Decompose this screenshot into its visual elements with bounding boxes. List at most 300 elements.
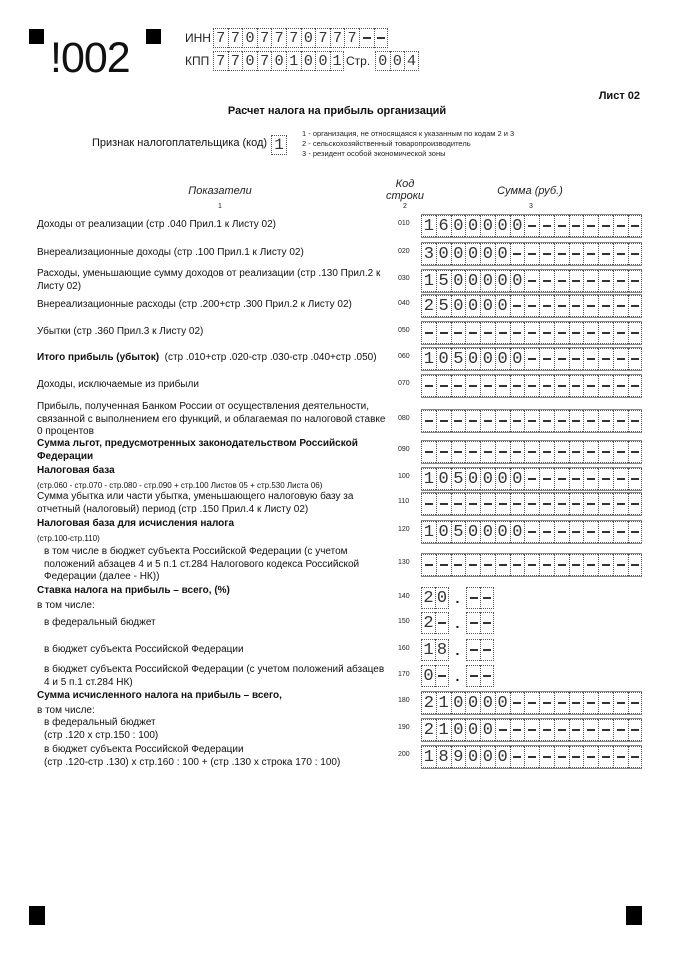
empty-dash xyxy=(484,385,492,386)
row-label-text: Убытки (стр .360 Прил.3 к Листу 02) xyxy=(37,326,204,337)
empty-dash xyxy=(513,503,521,504)
char-cell xyxy=(554,215,569,237)
empty-dash xyxy=(483,597,491,598)
empty-dash xyxy=(425,420,433,421)
char-cell xyxy=(628,521,643,543)
empty-dash xyxy=(469,385,477,386)
empty-dash xyxy=(602,756,610,757)
empty-dash xyxy=(513,729,521,730)
amount-field-030[interactable] xyxy=(421,269,642,293)
char-cell: 0 xyxy=(495,468,510,490)
char-cell xyxy=(613,348,628,370)
row-label-200 xyxy=(44,744,389,769)
char-cell xyxy=(436,410,451,432)
decimal-point: . xyxy=(455,615,460,631)
empty-dash xyxy=(484,564,492,565)
char-cell xyxy=(539,295,554,317)
column-number-2: 2 xyxy=(403,203,407,210)
empty-dash xyxy=(454,420,462,421)
char-cell xyxy=(510,243,525,265)
char-cell xyxy=(628,692,643,714)
char-cell: 2 xyxy=(421,612,435,634)
empty-dash xyxy=(499,729,507,730)
empty-dash xyxy=(602,225,610,226)
char-cell: 5 xyxy=(436,270,451,292)
char-cell: 5 xyxy=(436,295,451,317)
char-cell xyxy=(451,441,466,463)
column-header-amount: Сумма (руб.) xyxy=(497,185,563,197)
decimal-point: . xyxy=(455,642,460,658)
char-cell xyxy=(510,493,525,515)
empty-dash xyxy=(602,503,610,504)
char-cell xyxy=(451,322,466,344)
empty-dash xyxy=(513,253,521,254)
rate-integer-part xyxy=(421,665,449,687)
char-cell xyxy=(583,243,598,265)
empty-dash xyxy=(558,478,566,479)
empty-dash xyxy=(587,332,595,333)
char-cell: 0 xyxy=(480,468,495,490)
char-cell: 0 xyxy=(480,746,495,768)
char-cell xyxy=(524,375,539,397)
char-cell: 0 xyxy=(480,719,495,741)
row-label-040 xyxy=(37,299,389,312)
row-code-100: 100 xyxy=(398,473,410,480)
char-cell xyxy=(554,468,569,490)
empty-dash xyxy=(617,503,625,504)
char-cell: 1 xyxy=(421,348,436,370)
row-label-bold: Налоговая база для исчисления налога xyxy=(37,518,235,529)
empty-dash xyxy=(558,280,566,281)
empty-dash xyxy=(572,531,580,532)
char-cell xyxy=(539,270,554,292)
empty-dash xyxy=(484,451,492,452)
empty-dash xyxy=(631,564,639,565)
empty-dash xyxy=(528,503,536,504)
empty-dash xyxy=(587,531,595,532)
char-cell: 0 xyxy=(451,243,466,265)
inn-label: ИНН xyxy=(185,31,211,45)
rate-fraction-part xyxy=(466,639,494,661)
char-cell xyxy=(539,468,554,490)
char-cell xyxy=(613,554,628,576)
char-cell: 0 xyxy=(451,295,466,317)
char-cell xyxy=(480,410,495,432)
char-cell xyxy=(436,375,451,397)
amount-field-010[interactable] xyxy=(421,214,642,238)
row-code-180: 180 xyxy=(398,697,410,704)
char-cell xyxy=(628,375,643,397)
char-cell xyxy=(451,554,466,576)
empty-dash xyxy=(631,531,639,532)
empty-dash xyxy=(631,503,639,504)
char-cell xyxy=(613,215,628,237)
empty-dash xyxy=(602,702,610,703)
char-cell: 0 xyxy=(451,215,466,237)
char-cell: 1 xyxy=(436,692,451,714)
legend-item: 1 - организация, не относящаяся к указанным по кодам 2 и 3 xyxy=(302,129,515,138)
char-cell: 0 xyxy=(390,51,405,71)
char-cell: 0 xyxy=(480,295,495,317)
rate-integer-part xyxy=(421,612,449,634)
empty-dash xyxy=(617,729,625,730)
row-label-bold: Сумма исчисленного налога на прибыль – всего, xyxy=(37,690,282,701)
char-cell xyxy=(569,719,584,741)
empty-dash xyxy=(631,253,639,254)
empty-dash xyxy=(602,280,610,281)
char-cell: 0 xyxy=(480,692,495,714)
page-label: Стр. xyxy=(346,54,371,68)
char-cell xyxy=(435,612,449,634)
char-cell xyxy=(465,441,480,463)
char-cell: 0 xyxy=(465,692,480,714)
char-cell: 8 xyxy=(436,746,451,768)
row-label-170 xyxy=(44,664,389,689)
char-cell xyxy=(628,243,643,265)
empty-dash xyxy=(602,253,610,254)
row-label-090 xyxy=(37,438,389,463)
empty-dash xyxy=(602,385,610,386)
empty-dash xyxy=(528,280,536,281)
row-label-010 xyxy=(37,219,389,232)
char-cell xyxy=(524,521,539,543)
amount-field-110[interactable] xyxy=(421,492,642,516)
empty-dash xyxy=(602,729,610,730)
char-cell xyxy=(598,215,613,237)
row-code-200: 200 xyxy=(398,751,410,758)
empty-dash xyxy=(528,225,536,226)
char-cell xyxy=(480,639,494,661)
amount-field-100[interactable] xyxy=(421,467,642,491)
char-cell xyxy=(554,554,569,576)
char-cell xyxy=(539,441,554,463)
char-cell: 7 xyxy=(271,28,286,48)
row-label-070 xyxy=(37,379,389,392)
row-code-030: 030 xyxy=(398,275,410,282)
char-cell xyxy=(569,270,584,292)
empty-dash xyxy=(631,420,639,421)
char-cell: 0 xyxy=(495,692,510,714)
char-cell xyxy=(524,410,539,432)
char-cell xyxy=(421,410,436,432)
empty-dash xyxy=(543,305,551,306)
char-cell xyxy=(466,665,480,687)
empty-dash xyxy=(631,478,639,479)
empty-dash xyxy=(617,385,625,386)
empty-dash xyxy=(617,756,625,757)
code-header-line1: Код xyxy=(395,178,415,190)
char-cell: 3 xyxy=(421,243,436,265)
char-cell: 9 xyxy=(451,746,466,768)
taxpayer-sign-field[interactable]: 1 xyxy=(271,135,287,155)
empty-dash xyxy=(572,702,580,703)
row-label-bold: Итого прибыль (убыток) xyxy=(37,352,160,363)
amount-field-020[interactable] xyxy=(421,242,642,266)
empty-dash xyxy=(499,385,507,386)
char-cell xyxy=(495,554,510,576)
empty-dash xyxy=(558,253,566,254)
char-cell xyxy=(524,468,539,490)
char-cell: 0 xyxy=(436,243,451,265)
char-cell xyxy=(613,322,628,344)
char-cell: 1 xyxy=(421,468,436,490)
char-cell: 0 xyxy=(465,270,480,292)
empty-dash xyxy=(454,564,462,565)
empty-dash xyxy=(469,503,477,504)
char-cell xyxy=(554,243,569,265)
char-cell xyxy=(598,719,613,741)
row-label-060 xyxy=(37,352,389,365)
empty-dash xyxy=(617,358,625,359)
char-cell: 5 xyxy=(451,521,466,543)
char-cell xyxy=(613,493,628,515)
char-cell xyxy=(539,692,554,714)
char-cell: 0 xyxy=(495,746,510,768)
row-label-text: в федеральный бюджет xyxy=(44,617,156,628)
char-cell xyxy=(554,410,569,432)
empty-dash xyxy=(543,385,551,386)
empty-dash xyxy=(572,564,580,565)
empty-dash xyxy=(572,420,580,421)
empty-dash xyxy=(454,385,462,386)
char-cell xyxy=(569,348,584,370)
empty-dash xyxy=(558,332,566,333)
char-cell xyxy=(569,692,584,714)
row-label-180 xyxy=(37,690,389,717)
char-cell: 0 xyxy=(436,521,451,543)
char-cell xyxy=(569,554,584,576)
char-cell xyxy=(451,493,466,515)
empty-dash xyxy=(587,478,595,479)
inn-field[interactable] xyxy=(213,28,388,48)
row-label-text: в бюджет субъекта Российской Федерации xyxy=(44,744,244,755)
empty-dash xyxy=(528,451,536,452)
empty-dash xyxy=(587,702,595,703)
page-number-field[interactable] xyxy=(375,51,419,71)
char-cell xyxy=(598,468,613,490)
row-label-text: в том числе в бюджет субъекта Российской Федерации (с учетом положений абзацев 4 и 5 п.1 ст.284 Налогового кодекса Российской Федерации (далее - НК)) xyxy=(44,546,360,582)
row-label-formula: (стр .120 х стр.150 : 100) xyxy=(44,729,159,741)
char-cell: 2 xyxy=(421,295,436,317)
kpp-field[interactable] xyxy=(213,51,344,71)
column-number-3: 3 xyxy=(529,203,533,210)
char-cell: 0 xyxy=(465,348,480,370)
row-label-text: Сумма убытка или части убытка, уменьшающего налоговую базу за отчетный (налоговый) период (стр .150 Прил.4 к Листу 02) xyxy=(37,491,354,515)
row-label-text: Внереализационные расходы (стр .200+стр .300 Прил.2 к Листу 02) xyxy=(37,299,352,310)
empty-dash xyxy=(528,531,536,532)
char-cell xyxy=(495,719,510,741)
rate-field-140[interactable] xyxy=(421,587,494,609)
empty-dash xyxy=(558,503,566,504)
empty-dash xyxy=(631,358,639,359)
char-cell xyxy=(539,521,554,543)
amount-field-200[interactable] xyxy=(421,745,642,769)
char-cell xyxy=(628,746,643,768)
char-cell xyxy=(421,375,436,397)
char-cell xyxy=(554,521,569,543)
amount-field-190[interactable] xyxy=(421,718,642,742)
empty-dash xyxy=(558,305,566,306)
char-cell: 0 xyxy=(480,348,495,370)
char-cell: 0 xyxy=(465,521,480,543)
empty-dash xyxy=(543,225,551,226)
char-cell xyxy=(628,468,643,490)
char-cell xyxy=(359,28,374,48)
char-cell: 0 xyxy=(375,51,390,71)
char-cell xyxy=(539,375,554,397)
empty-dash xyxy=(631,385,639,386)
char-cell xyxy=(436,322,451,344)
char-cell xyxy=(554,719,569,741)
row-label-bold: Налоговая база xyxy=(37,465,115,476)
char-cell xyxy=(598,692,613,714)
char-cell xyxy=(465,493,480,515)
empty-dash xyxy=(558,358,566,359)
empty-dash xyxy=(543,531,551,532)
empty-dash xyxy=(528,385,536,386)
empty-dash xyxy=(558,564,566,565)
row-label-080 xyxy=(37,401,389,439)
empty-dash xyxy=(469,451,477,452)
char-cell xyxy=(598,746,613,768)
char-cell xyxy=(539,410,554,432)
char-cell xyxy=(480,612,494,634)
empty-dash xyxy=(425,451,433,452)
empty-dash xyxy=(558,225,566,226)
char-cell xyxy=(583,746,598,768)
empty-dash xyxy=(602,358,610,359)
char-cell: 0 xyxy=(465,468,480,490)
row-label-160 xyxy=(44,644,389,657)
rate-field-160[interactable] xyxy=(421,639,494,661)
char-cell xyxy=(451,410,466,432)
empty-dash xyxy=(617,305,625,306)
char-cell xyxy=(465,375,480,397)
empty-dash xyxy=(438,675,446,676)
char-cell: 0 xyxy=(480,243,495,265)
amount-field-080[interactable] xyxy=(421,409,642,433)
char-cell xyxy=(628,215,643,237)
char-cell xyxy=(524,270,539,292)
char-cell xyxy=(583,468,598,490)
char-cell: 0 xyxy=(465,719,480,741)
char-cell: 1 xyxy=(330,51,345,71)
row-label-050 xyxy=(37,326,389,339)
empty-dash xyxy=(617,531,625,532)
char-cell xyxy=(598,295,613,317)
char-cell xyxy=(510,322,525,344)
empty-dash xyxy=(470,649,478,650)
char-cell xyxy=(510,554,525,576)
char-cell xyxy=(613,295,628,317)
char-cell xyxy=(539,719,554,741)
row-code-130: 130 xyxy=(398,559,410,566)
char-cell: 0 xyxy=(510,348,525,370)
empty-dash xyxy=(513,305,521,306)
char-cell: 0 xyxy=(510,521,525,543)
char-cell: 1 xyxy=(421,746,436,768)
empty-dash xyxy=(470,675,478,676)
rate-integer-part xyxy=(421,587,449,609)
char-cell: 0 xyxy=(301,28,316,48)
amount-field-180[interactable] xyxy=(421,691,642,715)
char-cell xyxy=(628,322,643,344)
empty-dash xyxy=(587,253,595,254)
empty-dash xyxy=(469,564,477,565)
char-cell xyxy=(524,441,539,463)
empty-dash xyxy=(470,622,478,623)
char-cell xyxy=(480,322,495,344)
empty-dash xyxy=(528,729,536,730)
empty-dash xyxy=(454,332,462,333)
row-code-070: 070 xyxy=(398,380,410,387)
char-cell xyxy=(569,468,584,490)
amount-field-040[interactable] xyxy=(421,294,642,318)
char-cell xyxy=(524,746,539,768)
rate-field-170[interactable] xyxy=(421,665,494,687)
empty-dash xyxy=(528,358,536,359)
char-cell: 0 xyxy=(451,692,466,714)
char-cell xyxy=(436,554,451,576)
page-title: Расчет налога на прибыль организаций xyxy=(227,105,447,117)
rate-field-150[interactable] xyxy=(421,612,494,634)
char-cell xyxy=(480,665,494,687)
amount-field-050[interactable] xyxy=(421,321,642,345)
empty-dash xyxy=(572,385,580,386)
char-cell xyxy=(613,441,628,463)
char-cell xyxy=(583,295,598,317)
char-cell xyxy=(569,322,584,344)
row-label-sub: в том числе: xyxy=(37,599,95,611)
row-code-140: 140 xyxy=(398,593,410,600)
empty-dash xyxy=(558,756,566,757)
amount-field-070[interactable] xyxy=(421,374,642,398)
amount-field-090[interactable] xyxy=(421,440,642,464)
amount-field-120[interactable] xyxy=(421,520,642,544)
char-cell xyxy=(554,375,569,397)
char-cell xyxy=(598,441,613,463)
amount-field-130[interactable] xyxy=(421,553,642,577)
row-label-100 xyxy=(37,465,389,492)
empty-dash xyxy=(528,420,536,421)
char-cell xyxy=(466,639,480,661)
empty-dash xyxy=(484,332,492,333)
empty-dash xyxy=(440,451,448,452)
empty-dash xyxy=(528,305,536,306)
amount-field-060[interactable] xyxy=(421,347,642,371)
row-label-text: Внереализационные доходы (стр .100 Прил.1 к Листу 02) xyxy=(37,247,304,258)
char-cell: 5 xyxy=(451,348,466,370)
char-cell xyxy=(495,322,510,344)
char-cell: 2 xyxy=(421,692,436,714)
empty-dash xyxy=(587,305,595,306)
empty-dash xyxy=(602,478,610,479)
rate-fraction-part xyxy=(466,612,494,634)
empty-dash xyxy=(631,225,639,226)
row-label-030 xyxy=(37,268,389,293)
empty-dash xyxy=(572,756,580,757)
char-cell xyxy=(613,692,628,714)
empty-dash xyxy=(483,675,491,676)
row-code-170: 170 xyxy=(398,671,410,678)
char-cell: 1 xyxy=(421,521,436,543)
char-cell: 1 xyxy=(421,270,436,292)
row-label-bold: Сумма льгот, предусмотренных законодательством Российской Федерации xyxy=(37,438,358,462)
empty-dash xyxy=(572,332,580,333)
empty-dash xyxy=(499,503,507,504)
char-cell xyxy=(613,243,628,265)
column-number-1: 1 xyxy=(218,203,222,210)
